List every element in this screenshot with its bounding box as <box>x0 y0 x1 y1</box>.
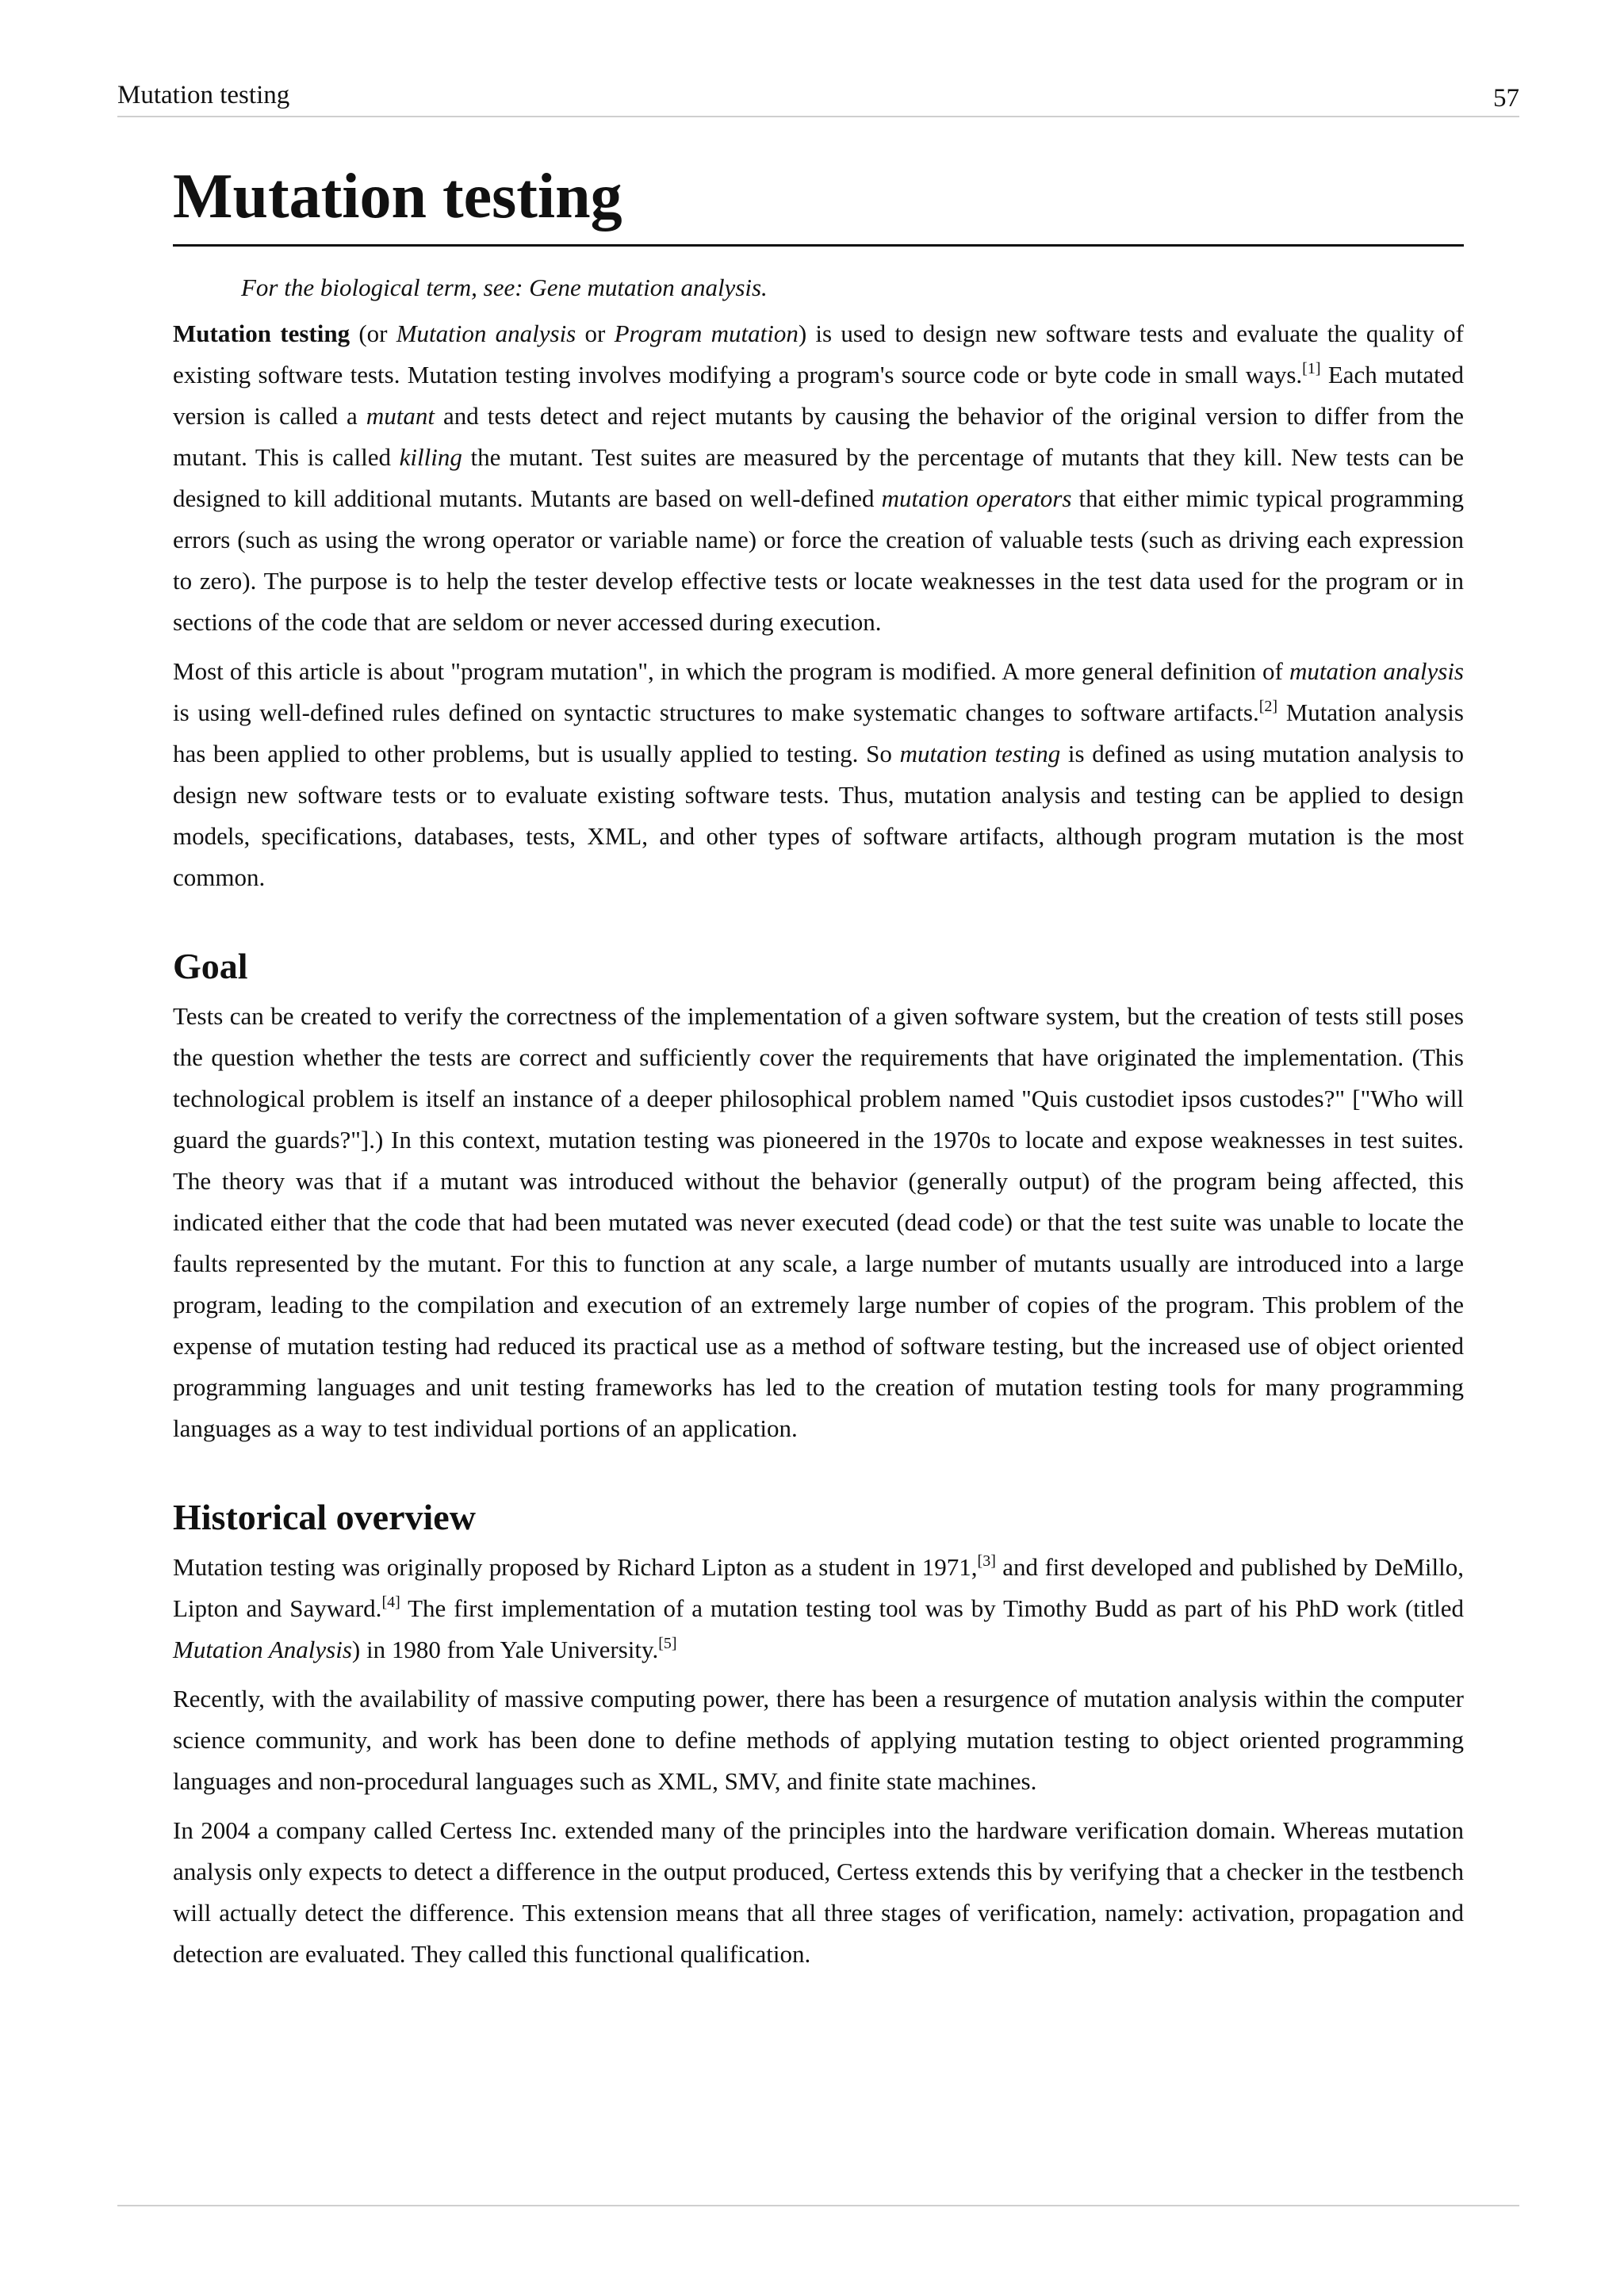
goal-paragraph: Tests can be created to verify the correctness of the implementation of a given software system, but the creation of tests still poses the question whether the tests are correct and sufficiently cover the requirements that have originated the implementation. (This technological problem is itself an instance of a deeper philosophical problem named "Quis custodiet ipsos custodes?" ["Who will guard the guards?"].) In this context, mutation testing was pioneered in the 1970s to locate and expose weaknesses in test suites. The theory was that if a mutant was introduced without the behavior (generally output) of the program being affected, this indicated either that the code that had been mutated was never executed (dead code) or that the test suite was unable to locate the faults represented by the mutant. For this to function at any scale, a large number of mutants usually are introduced into a large program, leading to the compilation and execution of an extremely large number of copies of the program. This problem of the expense of mutation testing had reduced its practical use as a method of software testing, but the increased use of object oriented programming languages and unit testing frameworks has led to the creation of mutation testing tools for many programming languages as a way to test individual portions of an application. <box>173 1002 1464 1443</box>
citation-1[interactable]: [1] <box>1302 360 1321 377</box>
intro-paragraph-1: Mutation testing (or Mutation analysis or Program mutation) is used to design new software tests and evaluate the quality of existing software tests. Mutation testing involves modifying a program's source code or byte code in small ways.[1] Each mutated version is called a mutant and tests detect and reject mutants by causing the behavior of the original version to differ from the mutant. This is called killing the mutant. Test suites are measured by the percentage of mutants that they kill. New tests can be designed to kill additional mutants. Mutants are based on well-defined mutation operators that either mimic typical programming errors (such as using the wrong operator or variable name) or force the creation of valuable tests (such as driving each expression to zero). The purpose is to help the tester develop effective tests or locate weaknesses in the test data used for the program or in sections of the code that are seldom or never accessed during execution. <box>173 320 1465 636</box>
history-paragraph-1: Mutation testing was originally proposed by Richard Lipton as a student in 1971,[3] and first developed and published by DeMillo, Lipton and Sayward.[4] The first implementation of a mutation testing tool was by Timothy Budd as part of his PhD work (titled Mutation Analysis) in 1980 from Yale University.[5] <box>173 1552 1464 1664</box>
section-heading-goal: Goal <box>173 946 248 986</box>
running-header <box>117 79 1519 117</box>
citation-2[interactable]: [2] <box>1258 698 1278 715</box>
intro-paragraph-2: Most of this article is about "program mutation", in which the program is modified. A more general definition of mutation analysis is using well-defined rules defined on syntactic structures to make systematic changes to software artifacts.[2] Mutation analysis has been applied to other problems, but is usually applied to testing. So mutation testing is defined as using mutation analysis to design new software tests or to evaluate existing software tests. Thus, mutation analysis and testing can be applied to design models, specifications, databases, tests, XML, and other types of software artifacts, although program mutation is the most common. <box>173 657 1464 891</box>
history-paragraph-3: In 2004 a company called Certess Inc. extended many of the principles into the hardware verification domain. Whereas mutation analysis only expects to detect a difference in the output produced, Certess extends this by verifying that a checker in the testbench will actually detect the difference. This extension means that all three stages of verification, namely: activation, propagation and detection are evaluated. They called this functional qualification. <box>173 1816 1464 1969</box>
page-number: 57 <box>1493 84 1519 113</box>
history-paragraph-2: Recently, with the availability of massive computing power, there has been a resurgence of mutation analysis within the computer science community, and work has been done to define methods of applying mutation testing to object oriented programming languages and non-procedural languages such as XML, SMV, and finite state machines. <box>173 1685 1464 1796</box>
page-title: Mutation testing <box>173 155 1464 247</box>
running-title: Mutation testing <box>117 81 290 109</box>
footer-rule <box>117 2205 1519 2206</box>
article-body <box>173 155 1464 1975</box>
hatnote[interactable]: For the biological term, see: Gene mutation analysis. <box>241 274 768 301</box>
citation-5[interactable]: [5] <box>658 1635 677 1653</box>
citation-4[interactable]: [4] <box>381 1594 400 1612</box>
term-mutation-testing: Mutation testing <box>173 320 350 347</box>
citation-3[interactable]: [3] <box>977 1552 996 1571</box>
section-heading-historical-overview: Historical overview <box>173 1497 476 1538</box>
